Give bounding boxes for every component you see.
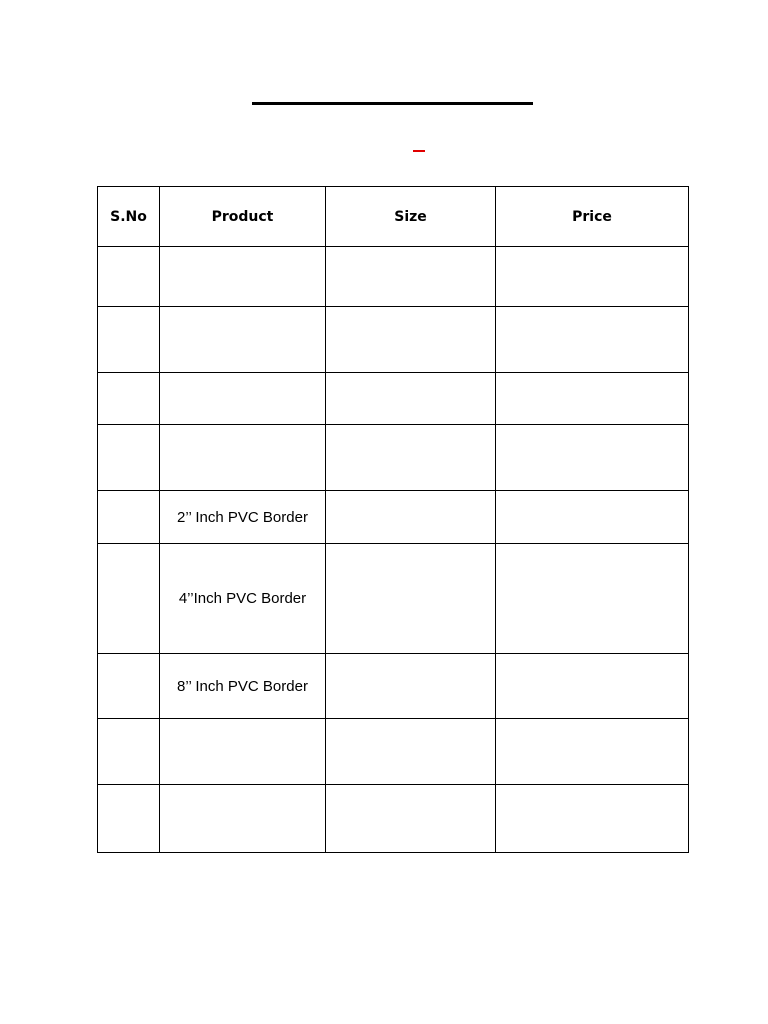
table-row [98,307,689,373]
cell-product [160,785,326,853]
cell-size [326,719,496,785]
cell-product: 2’’ Inch PVC Border [160,491,326,544]
cell-product: 8’’ Inch PVC Border [160,654,326,719]
cell-sno [98,544,160,654]
cell-size [326,307,496,373]
cell-sno [98,425,160,491]
cell-sno [98,719,160,785]
cell-price [496,654,689,719]
header-size: Size [326,187,496,247]
cell-price [496,425,689,491]
cell-price [496,307,689,373]
table-row [98,425,689,491]
red-dash-mark [413,150,425,152]
table-row [98,785,689,853]
cell-sno [98,373,160,425]
cell-size [326,425,496,491]
cell-sno [98,491,160,544]
table-header-row [98,187,689,247]
cell-size [326,373,496,425]
cell-price [496,491,689,544]
cell-size [326,544,496,654]
cell-price [496,544,689,654]
cell-price [496,373,689,425]
table-row [98,373,689,425]
cell-size [326,491,496,544]
cell-sno [98,654,160,719]
title-underline [252,102,533,105]
cell-size [326,785,496,853]
cell-sno [98,785,160,853]
table-row [98,247,689,307]
cell-size [326,247,496,307]
cell-price [496,247,689,307]
cell-size [326,654,496,719]
header-product: Product [160,187,326,247]
cell-product [160,425,326,491]
header-price: Price [496,187,689,247]
table-row [98,719,689,785]
header-sno: S.No [98,187,160,247]
cell-price [496,785,689,853]
cell-price [496,719,689,785]
table-row [98,544,689,654]
cell-product: 4’’Inch PVC Border [160,544,326,654]
cell-product [160,247,326,307]
cell-product [160,719,326,785]
table-row [98,654,689,719]
cell-sno [98,307,160,373]
cell-product [160,307,326,373]
cell-product [160,373,326,425]
price-table [97,186,689,853]
table-row [98,491,689,544]
cell-sno [98,247,160,307]
